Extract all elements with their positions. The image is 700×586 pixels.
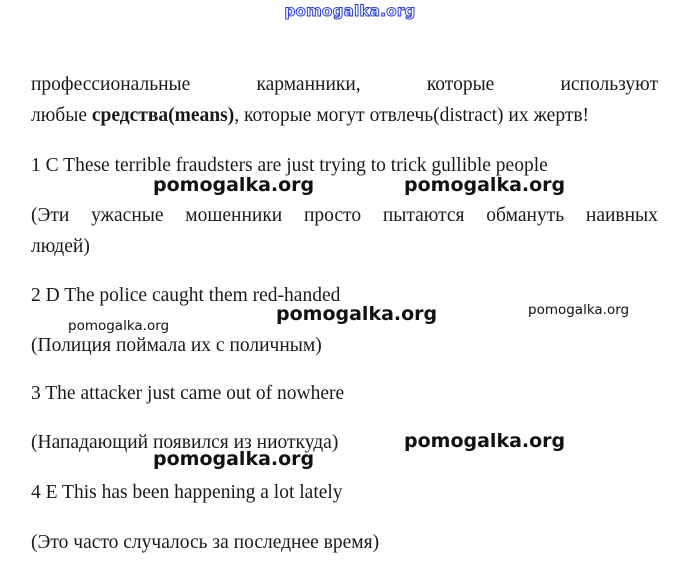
watermark-top: pomogalka.org bbox=[284, 2, 416, 20]
watermark: pomogalka.org bbox=[528, 302, 630, 318]
intro-line-1 bbox=[31, 73, 658, 97]
russian-word: пытаются bbox=[382, 205, 465, 226]
intro-text: любые bbox=[31, 105, 92, 126]
item-1-russian-line-2: людей) bbox=[31, 236, 90, 257]
watermark: pomogalka.org bbox=[68, 318, 170, 334]
watermark: pomogalka.org bbox=[153, 448, 315, 470]
item-2-english: 2 D The police caught them red-handed bbox=[31, 285, 341, 306]
intro-word: карманники, bbox=[256, 74, 361, 95]
russian-word: мошенники bbox=[185, 205, 283, 226]
item-1-russian-line-1 bbox=[31, 204, 658, 228]
watermark: pomogalka.org bbox=[276, 303, 438, 325]
item-4-russian: (Это часто случалось за последнее время) bbox=[31, 532, 380, 553]
watermark: pomogalka.org bbox=[404, 430, 566, 452]
intro-word: используют bbox=[560, 74, 658, 95]
intro-text: , которые могут отвлечь(distract) их жертв! bbox=[234, 105, 590, 126]
russian-word: обмануть bbox=[486, 205, 565, 226]
intro-word: профессиональные bbox=[31, 74, 191, 95]
item-1-english: 1 C These terrible fraudsters are just trying to trick gullible people bbox=[31, 155, 548, 176]
watermark: pomogalka.org bbox=[153, 174, 315, 196]
item-2-russian: (Полиция поймала их с поличным) bbox=[31, 335, 322, 356]
item-3-russian: (Нападающий появился из ниоткуда) bbox=[31, 432, 339, 453]
item-4-english: 4 E This has been happening a lot lately bbox=[31, 482, 343, 503]
russian-word: ужасные bbox=[91, 205, 164, 226]
watermark: pomogalka.org bbox=[404, 174, 566, 196]
russian-word: (Эти bbox=[31, 205, 70, 226]
russian-word: наивных bbox=[585, 205, 658, 226]
intro-line-2 bbox=[31, 104, 589, 128]
intro-bold-term: средства(means) bbox=[91, 105, 235, 126]
russian-word: просто bbox=[303, 205, 362, 226]
item-3-english: 3 The attacker just came out of nowhere bbox=[31, 383, 345, 404]
intro-word: которые bbox=[426, 74, 495, 95]
